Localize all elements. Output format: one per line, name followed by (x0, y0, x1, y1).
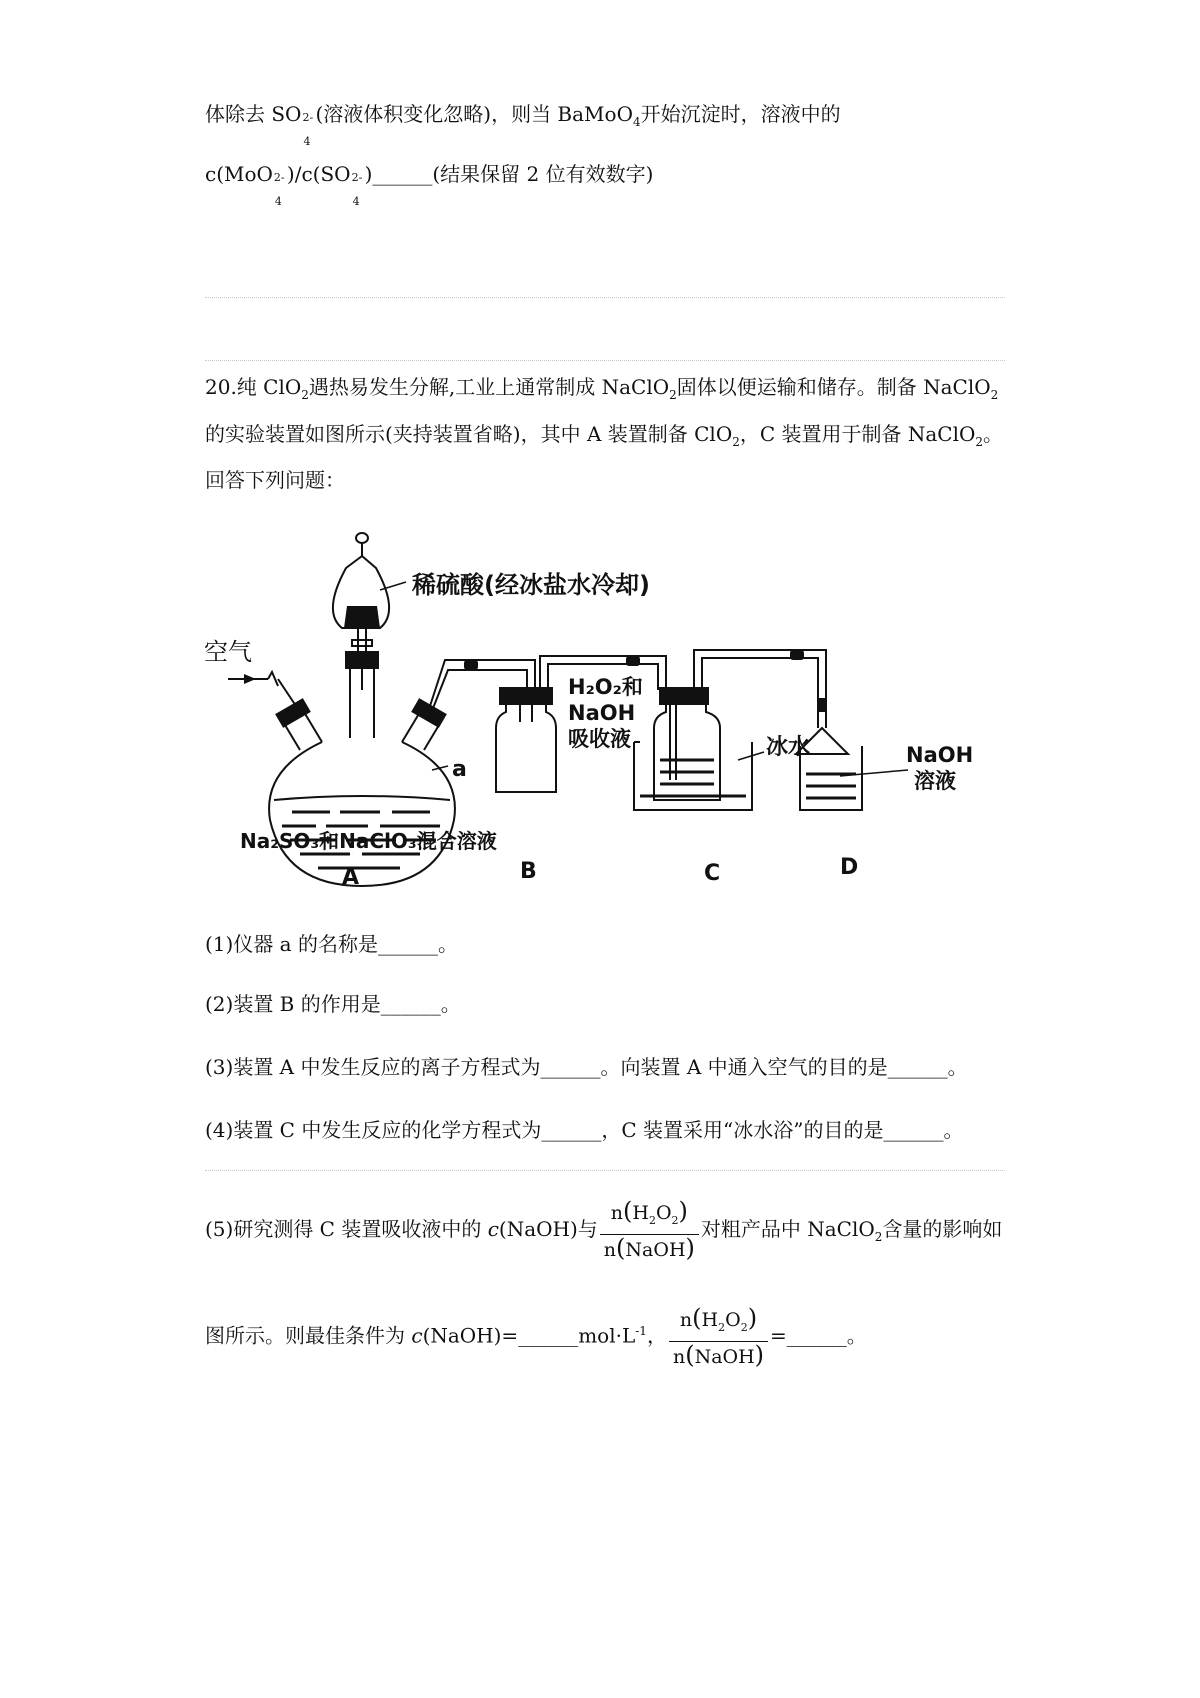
ratio-fraction-2: $\frac{n(H_2O_2)}{\text{n(NaOH)}}$ (669, 1305, 768, 1370)
three-neck-flask (269, 742, 455, 886)
subscript: 2 (990, 388, 999, 402)
unit-superscript: -1 (635, 1324, 647, 1338)
q5-line2-comma: ， (646, 1323, 667, 1348)
q5-line2-end: =______。 (770, 1323, 867, 1348)
ion-charge: 2- (273, 171, 285, 184)
ice-water-label: 冰水 (766, 735, 811, 760)
label-a: A (342, 865, 360, 890)
label-b: B (520, 859, 537, 884)
question-1: (1)仪器 a 的名称是______。 (205, 932, 458, 956)
subscript: 2 (301, 388, 309, 402)
ion-subscript: 4 (352, 195, 360, 208)
q20-p1-c: 固体以便运输和储存。制备 NaClO (676, 375, 991, 399)
q20-p1-a: 20.纯 ClO (205, 375, 302, 399)
q20-p3: 回答下列问题： (205, 468, 345, 492)
intro-l2-b: )/c(SO (286, 162, 351, 186)
c-solution-l1: H₂O₂和 (568, 675, 643, 699)
subscript: 2 (732, 435, 740, 449)
air-label: 空气 (204, 638, 252, 666)
c-solution-l2: NaOH (568, 701, 636, 725)
q5-b: (NaOH)与 (498, 1217, 598, 1241)
intro-l2-c: )______(结果保留 2 位有效数字) (364, 162, 654, 186)
label-c: C (704, 861, 721, 886)
intro-l2-a: c(MoO (205, 162, 273, 186)
q20-p1-b: 遇热易发生分解,工业上通常制成 NaClO (308, 375, 670, 399)
acid-label: 稀硫酸(经冰盐水冷却) (412, 571, 650, 599)
q5-line2-c-italic: c (411, 1323, 423, 1348)
flask-solution-label: Na₂SO₃和NaClO₃混合溶液 (240, 829, 497, 853)
q5-d: 对粗产品中 NaClO (700, 1217, 875, 1241)
question-3: (3)装置 A 中发生反应的离子方程式为______。向装置 A 中通入空气的目的是______。 (205, 1055, 968, 1079)
funnel-stopcock (352, 640, 372, 646)
question-5-line-2 (205, 1300, 867, 1370)
ion-subscript: 4 (274, 195, 282, 208)
q5-line2-b: (NaOH)=______mol·L (422, 1323, 636, 1348)
q5-c-italic: c (487, 1217, 499, 1241)
q20-p2-a: 的实验装置如图所示(夹持装置省略)，其中 A 装置制备 ClO (205, 422, 733, 446)
ion-subscript: 4 (303, 135, 311, 148)
q5-a: (5)研究测得 C 装置吸收液中的 (205, 1217, 488, 1241)
bottle-c (654, 704, 720, 800)
intro-l1-a: 体除去 SO (205, 102, 302, 126)
funnel-stopper (356, 533, 368, 543)
ion-charge: 2- (302, 111, 314, 124)
q20-p2-b: ，C 装置用于制备 NaClO (739, 422, 976, 446)
intro-l1-c: 开始沉淀时，溶液中的 (640, 102, 841, 126)
q5-line2-a: 图所示。则最佳条件为 (205, 1323, 412, 1348)
c-solution-l3: 吸收液 (568, 727, 631, 751)
d-solution-l2: 溶液 (914, 769, 956, 793)
question-4: (4)装置 C 中发生反应的化学方程式为______，C 装置采用“冰水浴”的目的是______。 (205, 1118, 964, 1142)
question-2: (2)装置 B 的作用是______。 (205, 992, 461, 1016)
subscript: 2 (874, 1230, 883, 1244)
ba-subscript: 4 (632, 115, 641, 129)
subscript: 2 (975, 435, 984, 449)
flask-label: a (452, 757, 467, 782)
question-5-line-1 (205, 1198, 1002, 1268)
divider-3 (205, 1170, 1005, 1171)
q20-p2-c: 。 (983, 422, 1004, 446)
q5-e: 含量的影响如 (882, 1217, 1003, 1241)
bottle-b (496, 704, 556, 792)
intro-l1-b: (溶液体积变化忽略)，则当 BaMoO (315, 102, 633, 126)
label-d: D (840, 855, 859, 880)
d-solution-l1: NaOH (906, 743, 974, 767)
ratio-fraction-1: $\frac{n(H_2O_2)}{\text{n(NaOH)}}$ (600, 1198, 699, 1263)
ion-charge: 2- (351, 171, 363, 184)
subscript: 2 (669, 388, 677, 402)
